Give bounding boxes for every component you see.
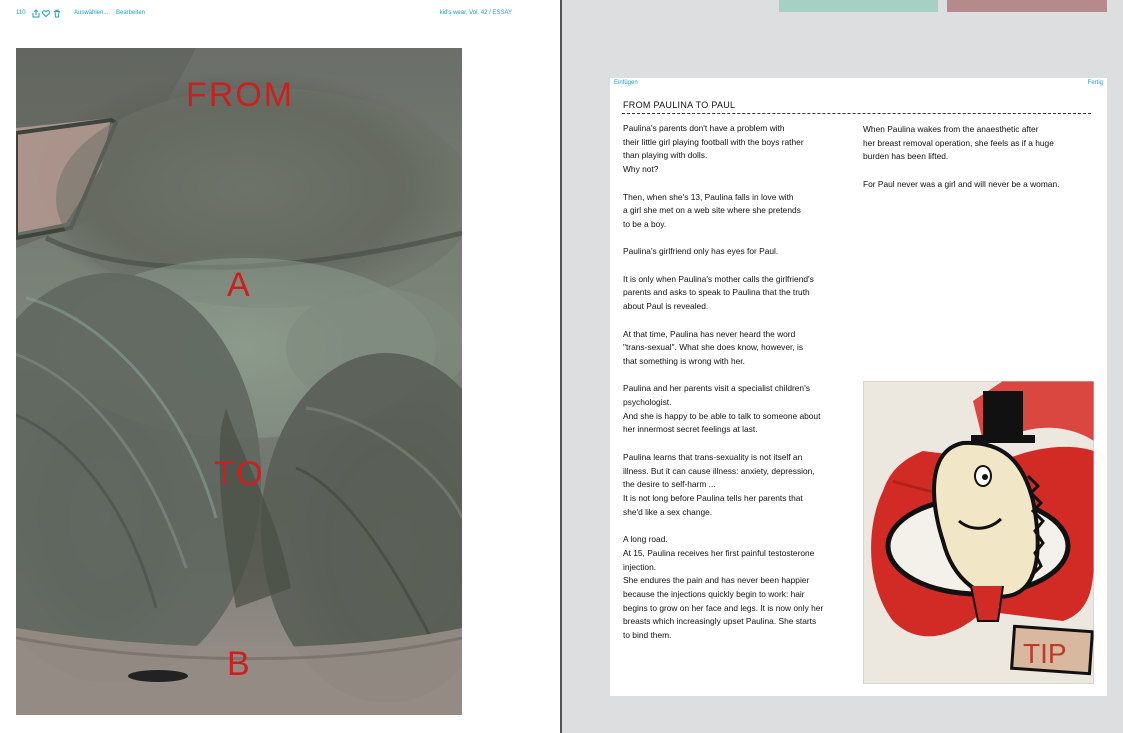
article-column-right[interactable]: When Paulina wakes from the anaesthetic after her breast removal operation, she feels as if a huge burden has been lifted. For Paul never was a girl and will never be a woman. (863, 124, 1060, 189)
photo-word-a: A (227, 266, 252, 304)
done-button[interactable]: Fertig (1087, 80, 1103, 86)
article-title: FROM PAULINA TO PAUL (623, 100, 736, 110)
mural-illustration (863, 381, 1094, 684)
issue-label: kid's wear, Vol. 42 / ESSAY (439, 10, 512, 16)
page-number: 110 (16, 10, 26, 16)
edit-link[interactable]: Bearbeiten (116, 10, 146, 16)
select-link[interactable]: Auswählen... (74, 10, 109, 16)
title-divider (622, 113, 1091, 114)
share-icon[interactable] (32, 9, 40, 18)
mural-drawing (863, 381, 1094, 684)
trash-icon[interactable] (53, 9, 61, 18)
article-text-frame[interactable] (610, 78, 1107, 696)
photo-word-b: B (227, 645, 252, 683)
sculpture-texture (16, 48, 462, 715)
left-page (0, 0, 561, 733)
insert-button[interactable]: Einfügen (614, 80, 638, 86)
article-column-left[interactable]: Paulina's parents don't have a problem with their little girl playing football with the boys rather than playing with dolls. Why not? Then, when she's 13, Paulina falls in love with a girl she met on a web site where she pretends to be a boy. Paulina's girlfriend only has eyes for Paul. It is only when Paulina's mother calls the girlfriend's parents and asks to speak to Paulina that the truth about Paul is revealed. At that time, Paulina has never heard the word "trans-sexual". What she does know, however, is that something is wrong with her. Paulina and her parents visit a specialist children's psychologist. And she is happy to be able to talk to someone about her innermost secret feelings at last. Paulina learns that trans-sexuality is not itself an illness. But it can cause illness: anxiety, depression, the desire to self-harm ... It is not long before Paulina tells her parents that she'd like a sex change. A long road. At 15, Paulina receives her first painful testosterone injection. She endures the pain and has never been happier because the injections quickly begin to work: hair begins to grow on her face and legs. It is now only her breasts which increasingly upset Paulina. She starts to bind them. (623, 123, 824, 641)
right-page (562, 0, 1123, 733)
photo-word-from: FROM (186, 76, 295, 114)
photo-word-to: TO (214, 455, 265, 493)
heart-icon[interactable] (42, 9, 50, 18)
green-tab[interactable] (779, 0, 938, 12)
left-page-toolbar (16, 10, 512, 20)
sculpture-photo (16, 48, 462, 715)
rose-tab[interactable] (947, 0, 1107, 12)
mural-sign-text: TIP (1023, 638, 1067, 669)
